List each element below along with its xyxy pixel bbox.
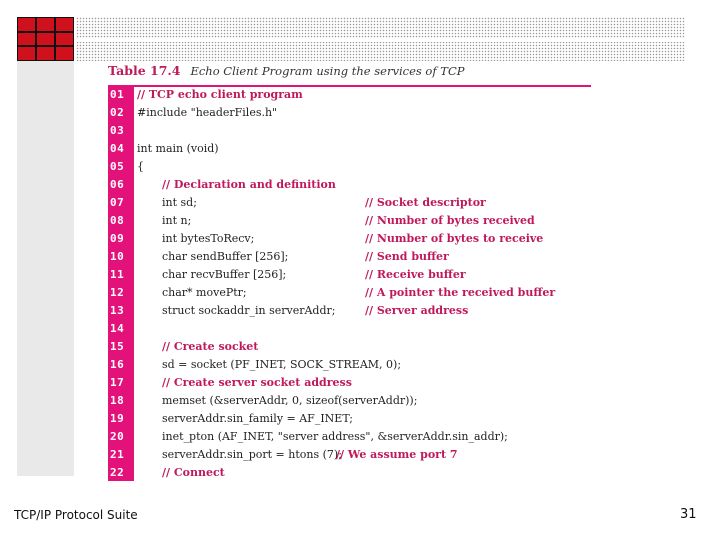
line-number: 02 [110, 106, 125, 119]
code-comment: // Create server socket address [162, 376, 352, 389]
code-text: int bytesToRecv; [162, 232, 255, 245]
code-line [108, 302, 591, 320]
line-number: 06 [110, 178, 125, 191]
code-line [108, 320, 591, 338]
table-number: Table 17.4 [108, 63, 181, 78]
code-line [108, 212, 591, 230]
code-text: #include "headerFiles.h" [137, 106, 278, 119]
code-text: struct sockaddr_in serverAddr; [162, 304, 336, 317]
code-comment: // Server address [365, 304, 469, 317]
left-sidebar [17, 61, 74, 476]
code-text: serverAddr.sin_family = AF_INET; [162, 412, 353, 425]
line-number: 20 [110, 430, 125, 443]
code-comment: // Receive buffer [365, 268, 466, 281]
code-line [108, 248, 591, 266]
line-number: 11 [110, 268, 125, 281]
line-number: 15 [110, 340, 125, 353]
code-comment: // Declaration and definition [162, 178, 336, 191]
code-line [108, 158, 591, 176]
code-line [108, 266, 591, 284]
line-number: 05 [110, 160, 125, 173]
table-caption [108, 63, 464, 78]
header-band-gap [76, 38, 685, 42]
code-line [108, 104, 591, 122]
line-number: 22 [110, 466, 125, 479]
line-number: 14 [110, 322, 125, 335]
line-number: 18 [110, 394, 125, 407]
line-number: 10 [110, 250, 125, 263]
code-comment: // Create socket [162, 340, 259, 353]
code-text: char sendBuffer [256]; [162, 250, 289, 263]
code-line [108, 410, 591, 428]
code-line [108, 284, 591, 302]
line-number: 21 [110, 448, 125, 461]
code-comment: // Number of bytes received [365, 214, 535, 227]
code-text: inet_pton (AF_INET, "server address", &serverAddr.sin_addr); [162, 430, 508, 443]
code-comment: // We assume port 7 [336, 448, 458, 461]
code-comment: // Number of bytes to receive [365, 232, 544, 245]
line-number: 03 [110, 124, 125, 137]
code-comment: // TCP echo client program [137, 88, 303, 101]
code-comment: // Connect [162, 466, 225, 479]
line-number: 09 [110, 232, 125, 245]
line-number: 01 [110, 88, 125, 101]
code-text: { [137, 160, 144, 173]
code-line [108, 464, 591, 482]
page-number: 31 [680, 507, 697, 522]
code-text: memset (&serverAddr, 0, sizeof(serverAddr)); [162, 394, 418, 407]
code-comment: // Send buffer [365, 250, 449, 263]
code-line [108, 446, 591, 464]
code-listing [108, 86, 591, 482]
line-number: 12 [110, 286, 125, 299]
logo-grid [17, 17, 74, 61]
code-line [108, 140, 591, 158]
line-number: 16 [110, 358, 125, 371]
code-text: int sd; [162, 196, 197, 209]
code-text: sd = socket (PF_INET, SOCK_STREAM, 0); [162, 358, 402, 371]
code-line [108, 428, 591, 446]
code-text: serverAddr.sin_port = htons (7); [162, 448, 342, 461]
code-comment: // A pointer the received buffer [365, 286, 556, 299]
code-line [108, 338, 591, 356]
line-number: 17 [110, 376, 125, 389]
code-line [108, 230, 591, 248]
line-number: 19 [110, 412, 125, 425]
code-line [108, 86, 591, 104]
table-title: Echo Client Program using the services of TCP [190, 64, 465, 78]
line-number: 07 [110, 196, 125, 209]
line-number: 13 [110, 304, 125, 317]
code-text: int n; [162, 214, 192, 227]
code-line [108, 122, 591, 140]
code-text: char* movePtr; [162, 286, 247, 299]
line-number: 08 [110, 214, 125, 227]
code-text: char recvBuffer [256]; [162, 268, 287, 281]
line-number: 04 [110, 142, 125, 155]
code-line [108, 194, 591, 212]
code-line [108, 176, 591, 194]
code-text: int main (void) [137, 142, 219, 155]
code-comment: // Socket descriptor [365, 196, 486, 209]
code-line [108, 392, 591, 410]
footer-label: TCP/IP Protocol Suite [14, 508, 138, 522]
code-line [108, 374, 591, 392]
code-line [108, 356, 591, 374]
